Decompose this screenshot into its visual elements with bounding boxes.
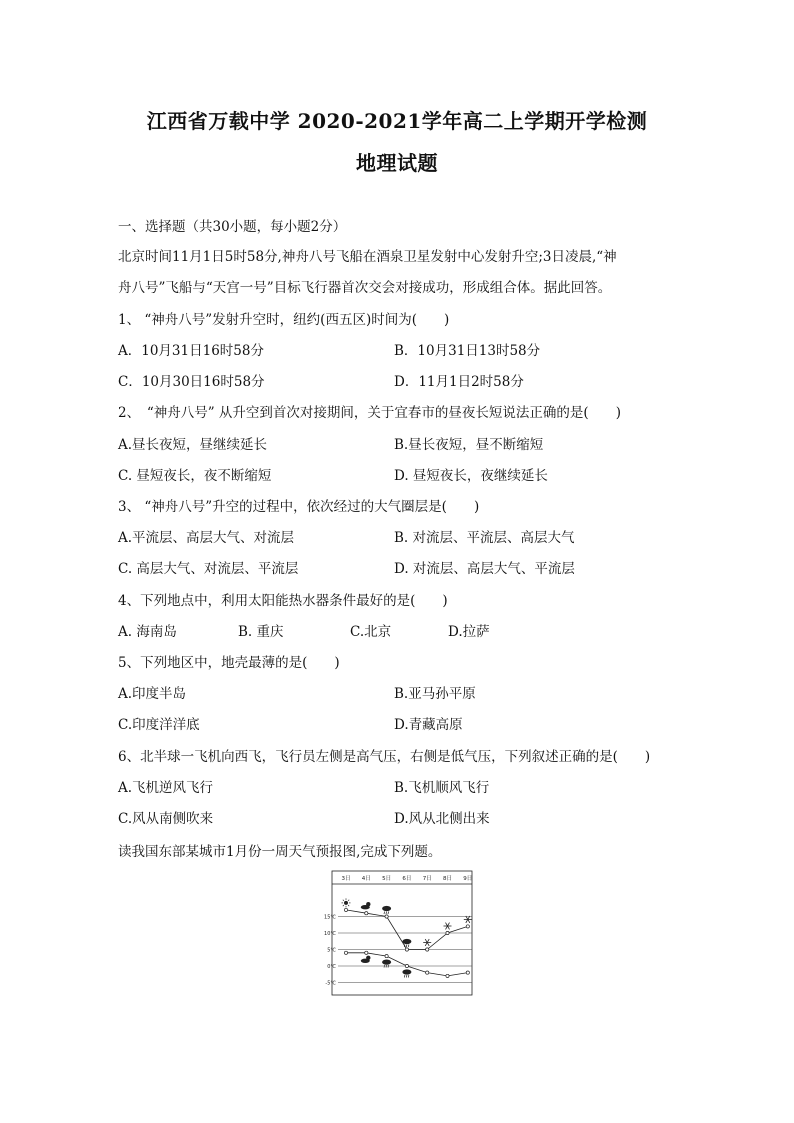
data-point <box>385 915 388 918</box>
data-point <box>344 908 347 911</box>
data-point <box>466 925 469 928</box>
moon-icon <box>445 979 449 987</box>
option: B.昼长夜短，昼不断缩短 <box>394 437 544 453</box>
option: A.飞机逆风飞行 <box>118 780 214 796</box>
option: D．11月1日2时58分 <box>394 374 524 390</box>
option: C. 高层大气、对流层、平流层 <box>118 561 299 577</box>
option: A．10月31日16时58分 <box>118 343 264 359</box>
day-label: 5日 <box>382 876 392 882</box>
snowflake-icon <box>444 923 452 930</box>
option: C. 昼短夜长，夜不断缩短 <box>118 468 272 484</box>
data-point <box>446 974 449 977</box>
data-point <box>385 955 388 958</box>
option: D. 对流层、高层大气、平流层 <box>394 561 575 577</box>
snowflake-icon <box>464 916 472 923</box>
weather-forecast-chart <box>312 870 474 998</box>
data-point <box>426 948 429 951</box>
day-label: 7日 <box>422 876 432 882</box>
option: A.平流层、高层大气、对流层 <box>118 530 295 546</box>
intro-line-1: 北京时间11月1日5时58分,神舟八号飞船在酒泉卫星发射中心发射升空;3日凌晨,“神 <box>118 249 617 265</box>
question-stem: 6、北半球一飞机向西飞，飞行员左侧是高气压，右侧是低气压，下列叙述正确的是( ) <box>118 749 651 765</box>
option: D.拉萨 <box>448 624 490 640</box>
option: C.印度洋洋底 <box>118 717 200 733</box>
option: A.昼长夜短，昼继续延长 <box>118 437 268 453</box>
weather-chart-svg <box>312 870 474 998</box>
rain-icon <box>382 906 391 914</box>
snow-cloud-icon <box>402 969 411 977</box>
option: C．10月30日16时58分 <box>118 374 265 390</box>
rain-icon <box>382 960 391 968</box>
option: D.风从北侧出来 <box>394 811 490 827</box>
data-point <box>365 912 368 915</box>
snowflake-icon <box>423 939 431 946</box>
snow-cloud-icon <box>402 939 411 947</box>
data-point <box>446 931 449 934</box>
section-heading: 一、选择题（共30小题，每小题2分） <box>118 219 347 235</box>
day-label: 3日 <box>341 876 351 882</box>
data-point <box>344 951 347 954</box>
question-stem: 4、下列地点中，利用太阳能热水器条件最好的是( ) <box>118 593 448 609</box>
option: C.北京 <box>350 624 392 640</box>
y-tick-label: 10℃ <box>324 931 336 937</box>
day-label: 4日 <box>361 876 371 882</box>
figure-intro: 读我国东部某城市1月份一周天气预报图,完成下列题。 <box>118 844 442 860</box>
option: B．10月31日13时58分 <box>394 343 541 359</box>
option: C.风从南侧吹来 <box>118 811 214 827</box>
option: D.青藏高原 <box>394 717 463 733</box>
intro-line-2: 舟八号”飞船与“天宫一号”目标飞行器首次交会对接成功，形成组合体。据此回答。 <box>118 280 612 296</box>
y-tick-label: 15℃ <box>324 914 336 921</box>
option: B.飞机顺风飞行 <box>394 780 490 796</box>
cloud-moon-icon <box>361 956 371 963</box>
data-point <box>426 971 429 974</box>
option: D. 昼短夜长，夜继续延长 <box>394 468 548 484</box>
question-stem: 2、 “神舟八号” 从升空到首次对接期间，关于宜春市的昼夜长短说法正确的是( ) <box>118 405 621 421</box>
data-point <box>405 948 408 951</box>
day-label: 8日 <box>443 876 452 882</box>
option: A.印度半岛 <box>118 686 187 702</box>
option: A. 海南岛 <box>118 624 177 640</box>
sun-icon <box>342 898 351 907</box>
data-point <box>405 964 408 967</box>
question-stem: 3、 “神舟八号”升空的过程中，依次经过的大气圈层是( ) <box>118 499 480 515</box>
title-line-1: 江西省万载中学 2020-2021学年高二上学期开学检测 <box>146 109 648 133</box>
y-tick-label: 5℃ <box>327 947 336 954</box>
y-tick-label: 0℃ <box>327 964 336 970</box>
title-line-2: 地理试题 <box>356 151 438 175</box>
question-stem: 5、下列地区中，地壳最薄的是( ) <box>118 655 340 671</box>
option: B. 重庆 <box>238 624 284 640</box>
moon-icon <box>343 956 347 964</box>
data-point <box>365 951 368 954</box>
cloud-sun-icon <box>361 902 371 909</box>
option: B.亚马孙平原 <box>394 686 476 702</box>
question-stem: 1、 “神舟八号”发射升空时，纽约(西五区)时间为( ) <box>118 312 450 328</box>
day-label: 9日 <box>463 876 473 882</box>
data-point <box>466 971 469 974</box>
y-tick-label: -5℃ <box>325 980 336 987</box>
option: B. 对流层、平流层、高层大气 <box>394 530 575 546</box>
day-label: 6日 <box>402 876 412 882</box>
